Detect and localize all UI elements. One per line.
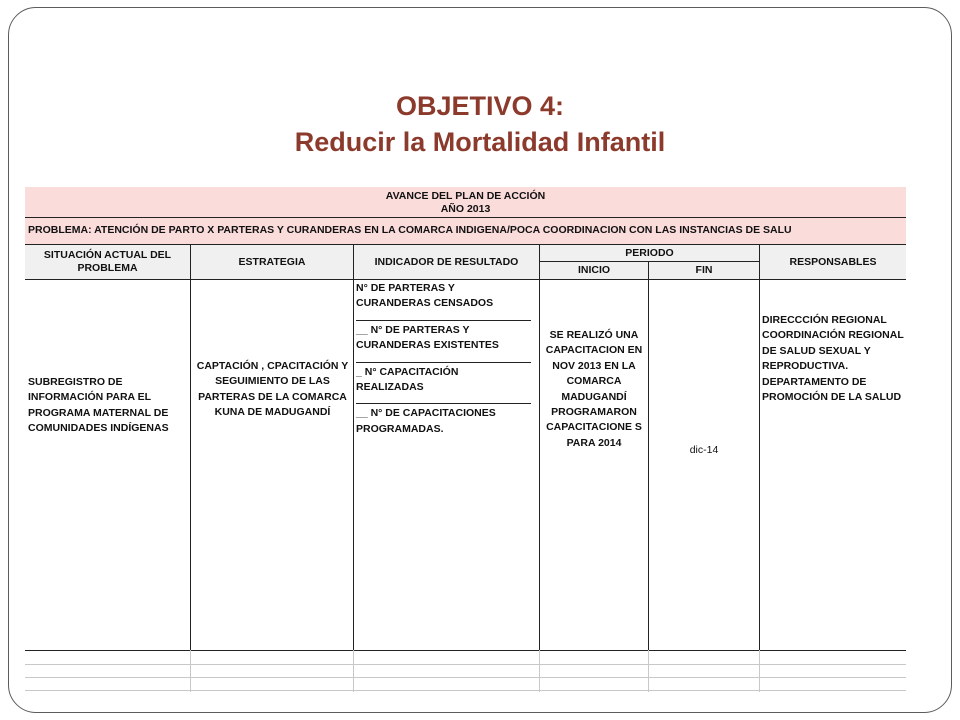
cell-fin: dic-14 — [689, 444, 719, 456]
indicador-line: _ N° CAPACITACIÓN — [356, 365, 459, 378]
grid-line — [25, 690, 906, 691]
cell-situacion: SUBREGISTRO DE INFORMACIÓN PARA EL PROGRAMA MATERNAL DE COMUNIDADES INDÍGENAS — [28, 376, 169, 435]
indicador-divider — [356, 395, 531, 404]
indicador-divider — [356, 312, 531, 321]
cell-estrategia: CAPTACIÓN , CPACITACIÓN Y SEGUIMIENTO DE LAS PARTERAS DE LA COMARCA KUNA DE MADUGANDÍ — [196, 360, 349, 419]
rule — [25, 217, 906, 218]
grid-line — [25, 664, 906, 665]
table-header-line-1: AVANCE DEL PLAN DE ACCIÓN — [385, 190, 546, 202]
indicador-line: PROGRAMADAS. — [356, 422, 444, 435]
slide-title — [0, 88, 960, 160]
rule — [539, 244, 540, 650]
table-header-band — [25, 187, 906, 217]
rule — [648, 261, 649, 650]
problem-row — [25, 218, 906, 244]
grid-line — [648, 650, 649, 692]
rule — [25, 650, 906, 651]
grid-line — [539, 650, 540, 692]
col-header-situacion: SITUACIÓN ACTUAL DEL PROBLEMA — [25, 245, 190, 279]
indicador-divider — [356, 354, 531, 363]
table-header-line-2: AÑO 2013 — [440, 203, 491, 215]
problem-text: PROBLEMA: ATENCIÓN DE PARTO X PARTERAS Y CURANDERAS EN LA COMARCA INDIGENA/POCA COORDINACION CON LAS INSTANCIAS DE SALU — [28, 224, 792, 236]
indicador-line: CURANDERAS CENSADOS — [356, 297, 494, 310]
col-header-responsables: RESPONSABLES — [760, 245, 906, 279]
indicador-line: N° DE PARTERAS Y — [356, 282, 455, 294]
col-header-fin: FIN — [649, 262, 759, 279]
rule — [759, 244, 760, 650]
grid-line — [190, 650, 191, 692]
rule — [190, 244, 191, 650]
rule — [25, 279, 906, 280]
grid-line — [759, 650, 760, 692]
cell-inicio: SE REALIZÓ UNA CAPACITACION EN NOV 2013 EN LA COMARCA MADUGANDÍ PROGRAMARON CAPACITACIONE S PARA 2014 — [545, 329, 643, 449]
cell-indicador — [356, 281, 538, 437]
title-line-2: Reducir la Mortalidad Infantil — [294, 127, 666, 157]
rule — [540, 261, 759, 262]
rule — [25, 244, 906, 245]
grid-line — [353, 650, 354, 692]
col-header-inicio: INICIO — [540, 262, 648, 279]
indicador-line: CURANDERAS EXISTENTES — [356, 339, 499, 352]
indicador-line: REALIZADAS — [356, 381, 424, 394]
title-line-1: OBJETIVO 4: — [395, 91, 565, 121]
grid-line — [25, 677, 906, 678]
rule — [353, 244, 354, 650]
indicador-line: __ N° DE PARTERAS Y — [356, 323, 470, 336]
cell-responsables: DIRECCCIÓN REGIONAL COORDINACIÓN REGIONAL DE SALUD SEXUAL Y REPRODUCTIVA. DEPARTAMENTO DE PROMOCIÓN DE LA SALUD — [762, 314, 904, 404]
col-header-periodo: PERIODO — [540, 245, 759, 261]
col-header-estrategia: ESTRATEGIA — [191, 245, 353, 279]
indicador-line: __ N° DE CAPACITACIONES — [356, 407, 496, 420]
action-plan-table — [25, 187, 906, 692]
col-header-indicador: INDICADOR DE RESULTADO — [354, 245, 539, 279]
